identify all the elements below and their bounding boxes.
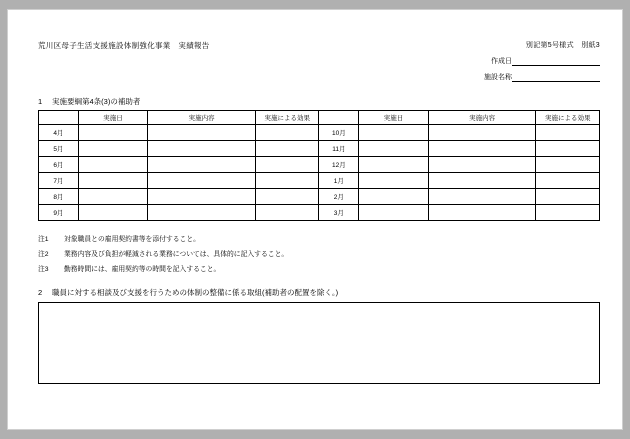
date-cell[interactable] xyxy=(359,173,429,189)
section1-heading xyxy=(38,96,600,107)
facility-name-field xyxy=(484,72,600,82)
section2-heading xyxy=(38,287,600,298)
document-page xyxy=(7,9,623,430)
table-row xyxy=(39,141,600,157)
section2 xyxy=(38,287,600,384)
date-cell[interactable] xyxy=(78,189,148,205)
effect-cell[interactable] xyxy=(255,189,318,205)
col-date-right: 実施日 xyxy=(359,111,429,125)
table-row xyxy=(39,189,600,205)
month-cell: 10月 xyxy=(319,125,359,141)
effect-cell[interactable] xyxy=(255,205,318,221)
table-row xyxy=(39,125,600,141)
content-cell[interactable] xyxy=(428,157,536,173)
month-cell: 11月 xyxy=(319,141,359,157)
date-cell[interactable] xyxy=(359,141,429,157)
note-item xyxy=(38,233,600,243)
table-header-row xyxy=(39,111,600,125)
month-cell: 4月 xyxy=(39,125,79,141)
note-label: 注1 xyxy=(38,236,49,243)
content-cell[interactable] xyxy=(148,205,256,221)
header-right-block xyxy=(484,40,600,82)
content-cell[interactable] xyxy=(428,141,536,157)
note-text: 業務内容及び負担が軽減される業務については、具体的に記入すること。 xyxy=(64,251,289,258)
effect-cell[interactable] xyxy=(536,189,600,205)
table-row xyxy=(39,205,600,221)
effect-cell[interactable] xyxy=(255,157,318,173)
date-cell[interactable] xyxy=(359,125,429,141)
date-cell[interactable] xyxy=(78,205,148,221)
page-title: 荒川区母子生活支援施設体制強化事業 実績報告 xyxy=(38,41,210,50)
content-cell[interactable] xyxy=(148,141,256,157)
facility-name-label: 施設名称 xyxy=(484,74,512,81)
content-cell[interactable] xyxy=(148,173,256,189)
note-item xyxy=(38,248,600,258)
effect-cell[interactable] xyxy=(536,141,600,157)
effect-cell[interactable] xyxy=(255,173,318,189)
month-cell: 12月 xyxy=(319,157,359,173)
section1-number: 1 xyxy=(38,97,43,106)
col-effect-left: 実施による効果 xyxy=(255,111,318,125)
effect-cell[interactable] xyxy=(536,205,600,221)
month-cell: 1月 xyxy=(319,173,359,189)
document-body xyxy=(38,40,600,407)
month-cell: 8月 xyxy=(39,189,79,205)
date-cell[interactable] xyxy=(359,189,429,205)
month-cell: 3月 xyxy=(319,205,359,221)
content-cell[interactable] xyxy=(428,189,536,205)
date-cell[interactable] xyxy=(359,205,429,221)
note-item xyxy=(38,263,600,273)
section1-table xyxy=(38,110,600,221)
note-text: 勤務時間には、雇用契約等の時間を記入すること。 xyxy=(64,266,221,273)
col-content-left: 実施内容 xyxy=(148,111,256,125)
effect-cell[interactable] xyxy=(536,157,600,173)
created-date-label: 作成日 xyxy=(491,58,512,65)
form-id: 別記第5号様式 別紙3 xyxy=(525,42,600,49)
document-header xyxy=(38,40,600,82)
notes-list xyxy=(38,233,600,273)
content-cell[interactable] xyxy=(148,125,256,141)
note-label: 注2 xyxy=(38,251,49,258)
date-cell[interactable] xyxy=(78,141,148,157)
content-cell[interactable] xyxy=(428,125,536,141)
effect-cell[interactable] xyxy=(255,125,318,141)
month-cell: 5月 xyxy=(39,141,79,157)
content-cell[interactable] xyxy=(148,189,256,205)
date-cell[interactable] xyxy=(78,125,148,141)
created-date-input[interactable] xyxy=(512,57,600,66)
content-cell[interactable] xyxy=(148,157,256,173)
content-cell[interactable] xyxy=(428,205,536,221)
section2-title: 職員に対する相談及び支援を行うための体制の整備に係る取組(補助者の配置を除く。) xyxy=(52,288,339,297)
month-cell: 9月 xyxy=(39,205,79,221)
col-content-right: 実施内容 xyxy=(428,111,536,125)
date-cell[interactable] xyxy=(78,157,148,173)
section2-number: 2 xyxy=(38,288,43,297)
col-month-left xyxy=(39,111,79,125)
note-label: 注3 xyxy=(38,266,49,273)
month-cell: 7月 xyxy=(39,173,79,189)
facility-name-input[interactable] xyxy=(512,73,600,82)
date-cell[interactable] xyxy=(359,157,429,173)
note-text: 対象職員との雇用契約書等を添付すること。 xyxy=(64,236,200,243)
col-month-right xyxy=(319,111,359,125)
month-cell: 2月 xyxy=(319,189,359,205)
content-cell[interactable] xyxy=(428,173,536,189)
table-row xyxy=(39,173,600,189)
col-date-left: 実施日 xyxy=(78,111,148,125)
section2-textarea[interactable] xyxy=(38,302,600,384)
created-date-field xyxy=(484,56,600,66)
table-row xyxy=(39,157,600,173)
effect-cell[interactable] xyxy=(536,125,600,141)
effect-cell[interactable] xyxy=(255,141,318,157)
date-cell[interactable] xyxy=(78,173,148,189)
section1-title: 実施要綱第4条(3)の補助者 xyxy=(52,97,141,106)
effect-cell[interactable] xyxy=(536,173,600,189)
col-effect-right: 実施による効果 xyxy=(536,111,600,125)
month-cell: 6月 xyxy=(39,157,79,173)
